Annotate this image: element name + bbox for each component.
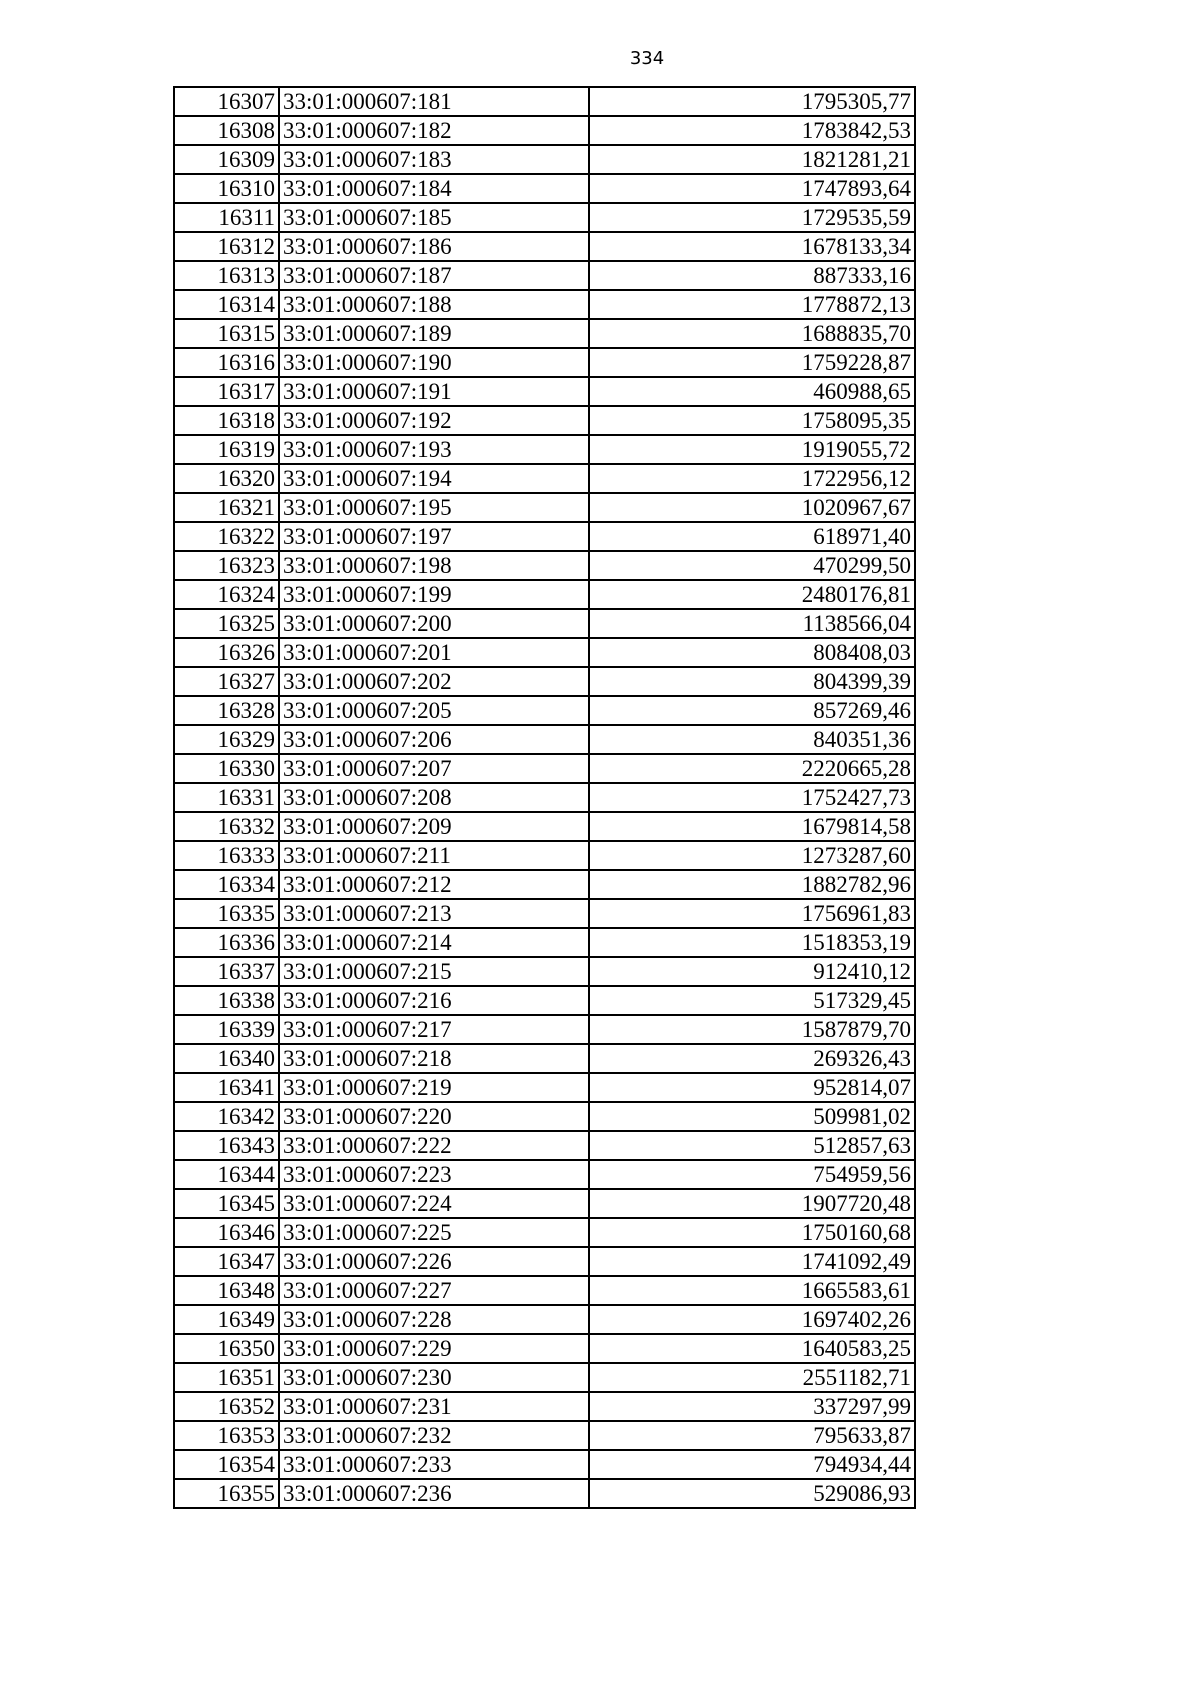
cadastral-value-cell: 1907720,48 [589,1189,915,1218]
table-row [174,1160,915,1189]
cadastral-number-cell: 33:01:000607:224 [279,1189,589,1218]
table-row [174,174,915,203]
row-number-cell: 16352 [174,1392,279,1421]
table-row [174,841,915,870]
cadastral-value-cell: 1697402,26 [589,1305,915,1334]
row-number-cell: 16323 [174,551,279,580]
table-row [174,290,915,319]
cadastral-number-cell: 33:01:000607:214 [279,928,589,957]
row-number-cell: 16341 [174,1073,279,1102]
table-row [174,870,915,899]
table-row [174,638,915,667]
table-row [174,203,915,232]
row-number-cell: 16328 [174,696,279,725]
row-number-cell: 16324 [174,580,279,609]
cadastral-value-cell: 804399,39 [589,667,915,696]
page-number: 334 [629,48,665,69]
cadastral-number-cell: 33:01:000607:226 [279,1247,589,1276]
table-row [174,696,915,725]
row-number-cell: 16313 [174,261,279,290]
row-number-cell: 16344 [174,1160,279,1189]
cadastral-value-cell: 337297,99 [589,1392,915,1421]
table-row [174,319,915,348]
row-number-cell: 16307 [174,87,279,116]
cadastral-value-cell: 794934,44 [589,1450,915,1479]
row-number-cell: 16353 [174,1421,279,1450]
row-number-cell: 16330 [174,754,279,783]
table-row [174,1131,915,1160]
cadastral-value-cell: 269326,43 [589,1044,915,1073]
cadastral-value-cell: 1518353,19 [589,928,915,957]
table-row [174,986,915,1015]
cadastral-number-cell: 33:01:000607:189 [279,319,589,348]
cadastral-value-cell: 512857,63 [589,1131,915,1160]
row-number-cell: 16325 [174,609,279,638]
cadastral-number-cell: 33:01:000607:220 [279,1102,589,1131]
cadastral-number-cell: 33:01:000607:232 [279,1421,589,1450]
cadastral-number-cell: 33:01:000607:236 [279,1479,589,1508]
table-row [174,1276,915,1305]
row-number-cell: 16310 [174,174,279,203]
cadastral-number-cell: 33:01:000607:200 [279,609,589,638]
table-row [174,493,915,522]
cadastral-value-cell: 1020967,67 [589,493,915,522]
table-row [174,1247,915,1276]
cadastral-number-cell: 33:01:000607:212 [279,870,589,899]
table-row [174,1479,915,1508]
cadastral-value-cell: 1688835,70 [589,319,915,348]
cadastral-number-cell: 33:01:000607:223 [279,1160,589,1189]
table-row [174,1305,915,1334]
row-number-cell: 16308 [174,116,279,145]
cadastral-number-cell: 33:01:000607:230 [279,1363,589,1392]
cadastral-number-cell: 33:01:000607:233 [279,1450,589,1479]
cadastral-value-cell: 912410,12 [589,957,915,986]
cadastral-number-cell: 33:01:000607:183 [279,145,589,174]
cadastral-number-cell: 33:01:000607:213 [279,899,589,928]
table-row [174,261,915,290]
cadastral-value-cell: 840351,36 [589,725,915,754]
cadastral-number-cell: 33:01:000607:193 [279,435,589,464]
row-number-cell: 16309 [174,145,279,174]
row-number-cell: 16354 [174,1450,279,1479]
table-row [174,957,915,986]
row-number-cell: 16355 [174,1479,279,1508]
cadastral-value-cell: 1722956,12 [589,464,915,493]
cadastral-number-cell: 33:01:000607:206 [279,725,589,754]
table-row [174,232,915,261]
table-row [174,580,915,609]
row-number-cell: 16314 [174,290,279,319]
cadastral-number-cell: 33:01:000607:209 [279,812,589,841]
table-row [174,928,915,957]
cadastral-value-cell: 460988,65 [589,377,915,406]
table-row [174,1073,915,1102]
cadastral-value-cell: 1587879,70 [589,1015,915,1044]
cadastral-value-cell: 952814,07 [589,1073,915,1102]
cadastral-value-cell: 1679814,58 [589,812,915,841]
row-number-cell: 16312 [174,232,279,261]
row-number-cell: 16322 [174,522,279,551]
cadastral-number-cell: 33:01:000607:188 [279,290,589,319]
cadastral-number-cell: 33:01:000607:218 [279,1044,589,1073]
table-row [174,87,915,116]
table-row [174,1102,915,1131]
cadastral-number-cell: 33:01:000607:216 [279,986,589,1015]
cadastral-number-cell: 33:01:000607:194 [279,464,589,493]
row-number-cell: 16345 [174,1189,279,1218]
cadastral-value-cell: 1783842,53 [589,116,915,145]
cadastral-value-cell: 1919055,72 [589,435,915,464]
cadastral-number-cell: 33:01:000607:195 [279,493,589,522]
table-row [174,609,915,638]
table-row [174,812,915,841]
table-row [174,145,915,174]
cadastral-value-cell: 1750160,68 [589,1218,915,1247]
table-row [174,435,915,464]
cadastral-value-cell: 1138566,04 [589,609,915,638]
row-number-cell: 16350 [174,1334,279,1363]
cadastral-number-cell: 33:01:000607:184 [279,174,589,203]
cadastral-number-cell: 33:01:000607:219 [279,1073,589,1102]
table-row [174,1218,915,1247]
cadastral-value-cell: 857269,46 [589,696,915,725]
row-number-cell: 16338 [174,986,279,1015]
cadastral-number-cell: 33:01:000607:197 [279,522,589,551]
row-number-cell: 16317 [174,377,279,406]
row-number-cell: 16337 [174,957,279,986]
row-number-cell: 16318 [174,406,279,435]
cadastral-number-cell: 33:01:000607:227 [279,1276,589,1305]
table-row [174,1015,915,1044]
cadastral-number-cell: 33:01:000607:191 [279,377,589,406]
row-number-cell: 16339 [174,1015,279,1044]
table-row [174,1044,915,1073]
cadastral-value-cell: 529086,93 [589,1479,915,1508]
cadastral-value-cell: 795633,87 [589,1421,915,1450]
cadastral-value-cell: 808408,03 [589,638,915,667]
cadastral-value-cell: 470299,50 [589,551,915,580]
cadastral-number-cell: 33:01:000607:187 [279,261,589,290]
row-number-cell: 16332 [174,812,279,841]
cadastral-value-cell: 1747893,64 [589,174,915,203]
cadastral-number-cell: 33:01:000607:211 [279,841,589,870]
table-row [174,522,915,551]
cadastral-value-cell: 509981,02 [589,1102,915,1131]
registry-table [173,86,916,1509]
cadastral-value-cell: 618971,40 [589,522,915,551]
cadastral-number-cell: 33:01:000607:192 [279,406,589,435]
cadastral-value-cell: 1729535,59 [589,203,915,232]
cadastral-value-cell: 1778872,13 [589,290,915,319]
cadastral-number-cell: 33:01:000607:217 [279,1015,589,1044]
row-number-cell: 16347 [174,1247,279,1276]
cadastral-value-cell: 754959,56 [589,1160,915,1189]
cadastral-value-cell: 1640583,25 [589,1334,915,1363]
cadastral-value-cell: 887333,16 [589,261,915,290]
table-row [174,116,915,145]
cadastral-value-cell: 1752427,73 [589,783,915,812]
cadastral-number-cell: 33:01:000607:198 [279,551,589,580]
cadastral-value-cell: 1882782,96 [589,870,915,899]
table-row [174,1392,915,1421]
cadastral-number-cell: 33:01:000607:205 [279,696,589,725]
row-number-cell: 16343 [174,1131,279,1160]
table-row [174,377,915,406]
row-number-cell: 16348 [174,1276,279,1305]
cadastral-number-cell: 33:01:000607:222 [279,1131,589,1160]
table-row [174,1189,915,1218]
cadastral-number-cell: 33:01:000607:182 [279,116,589,145]
cadastral-number-cell: 33:01:000607:207 [279,754,589,783]
row-number-cell: 16321 [174,493,279,522]
cadastral-value-cell: 1273287,60 [589,841,915,870]
cadastral-value-cell: 517329,45 [589,986,915,1015]
table-row [174,464,915,493]
cadastral-value-cell: 1741092,49 [589,1247,915,1276]
table-row [174,406,915,435]
cadastral-number-cell: 33:01:000607:228 [279,1305,589,1334]
row-number-cell: 16311 [174,203,279,232]
table-row [174,1450,915,1479]
row-number-cell: 16333 [174,841,279,870]
row-number-cell: 16351 [174,1363,279,1392]
row-number-cell: 16329 [174,725,279,754]
cadastral-number-cell: 33:01:000607:231 [279,1392,589,1421]
table-row [174,667,915,696]
table-row [174,783,915,812]
table-row [174,899,915,928]
row-number-cell: 16334 [174,870,279,899]
row-number-cell: 16327 [174,667,279,696]
cadastral-number-cell: 33:01:000607:181 [279,87,589,116]
row-number-cell: 16335 [174,899,279,928]
row-number-cell: 16319 [174,435,279,464]
row-number-cell: 16336 [174,928,279,957]
table-row [174,348,915,377]
row-number-cell: 16326 [174,638,279,667]
row-number-cell: 16315 [174,319,279,348]
cadastral-number-cell: 33:01:000607:225 [279,1218,589,1247]
cadastral-value-cell: 1678133,34 [589,232,915,261]
cadastral-value-cell: 1795305,77 [589,87,915,116]
table-row [174,725,915,754]
table-row [174,1334,915,1363]
table-row [174,1421,915,1450]
table-row [174,754,915,783]
cadastral-number-cell: 33:01:000607:215 [279,957,589,986]
row-number-cell: 16340 [174,1044,279,1073]
table-row [174,1363,915,1392]
cadastral-number-cell: 33:01:000607:202 [279,667,589,696]
row-number-cell: 16331 [174,783,279,812]
cadastral-value-cell: 1821281,21 [589,145,915,174]
cadastral-number-cell: 33:01:000607:186 [279,232,589,261]
row-number-cell: 16320 [174,464,279,493]
cadastral-value-cell: 1758095,35 [589,406,915,435]
cadastral-number-cell: 33:01:000607:229 [279,1334,589,1363]
cadastral-value-cell: 2551182,71 [589,1363,915,1392]
cadastral-value-cell: 2480176,81 [589,580,915,609]
registry-table-body [174,87,915,1508]
cadastral-number-cell: 33:01:000607:190 [279,348,589,377]
table-row [174,551,915,580]
cadastral-value-cell: 2220665,28 [589,754,915,783]
cadastral-value-cell: 1759228,87 [589,348,915,377]
row-number-cell: 16349 [174,1305,279,1334]
row-number-cell: 16342 [174,1102,279,1131]
cadastral-value-cell: 1756961,83 [589,899,915,928]
cadastral-number-cell: 33:01:000607:208 [279,783,589,812]
row-number-cell: 16346 [174,1218,279,1247]
cadastral-number-cell: 33:01:000607:199 [279,580,589,609]
cadastral-number-cell: 33:01:000607:185 [279,203,589,232]
row-number-cell: 16316 [174,348,279,377]
cadastral-value-cell: 1665583,61 [589,1276,915,1305]
cadastral-number-cell: 33:01:000607:201 [279,638,589,667]
